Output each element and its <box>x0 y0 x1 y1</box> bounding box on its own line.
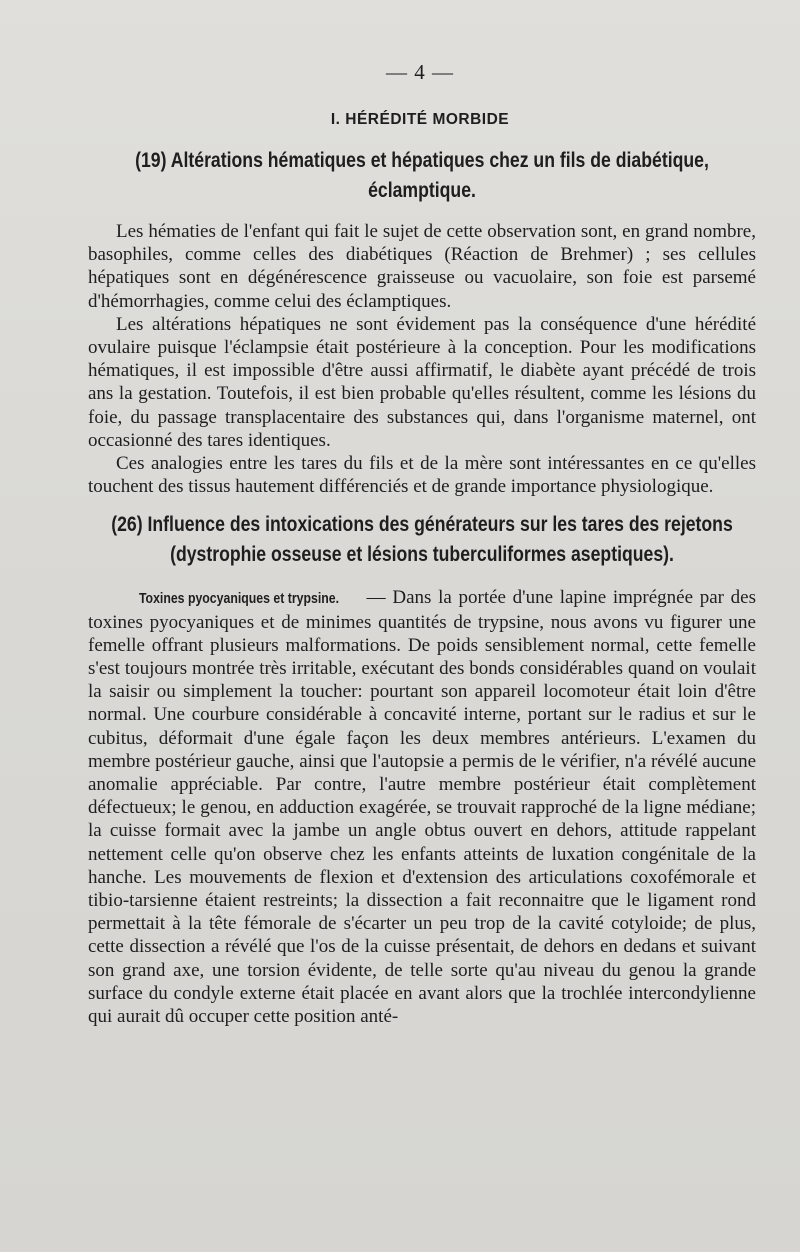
runin-heading: Toxines pyocyaniques et trypsine. <box>138 590 340 608</box>
page-body <box>88 146 756 1028</box>
chapter-title: I. HÉRÉDITÉ MORBIDE <box>330 111 510 128</box>
paragraph-toxines-text: — Dans la portée d'une lapine imprégnée par des toxines pyocyaniques et de minimes quantités de trypsine, nous avons vu figurer une femelle offrant plusieurs malformations. De poids sensiblement normal, cette femelle s'est toujours montrée très irritable, exécutant des bonds considérables quand on voulait la saisir ou simplement la toucher: pourtant son appareil locomoteur était loin d'être normal. Une courbure considérable à concavité interne, portant sur le radius et sur le cubitus, déformait d'une égale façon les deux membres antérieurs. L'examen du membre postérieur gauche, ainsi que l'autopsie a permis de le vérifier, n'a révélé aucune anomalie appréciable. Par contre, l'autre membre postérieur était complètement défectueux; le genou, en adduction exagérée, se trouvait rapproché de la ligne médiane; la cuisse formait avec la jambe un angle obtus ouvert en dehors, attitude rappelant nettement celle qu'on observe chez les enfants atteints de luxation congénitale de la hanche. Les mouvements de flexion et d'extension des articulations coxofémorale et tibio-tarsienne étaient restreints; la dissection a fait reconnaitre que le ligament rond permettait à la tête fémorale de s'écarter un peu trop de la cavité cotyloide; de plus, cette dissection a révélé que l'os de la cuisse présentait, de dehors en dedans et suivant son grand axe, une torsion évidente, de telle sorte qu'au niveau du genou la grande surface du condyle externe était placée en avant alors que la trochlée intercondylienne qui aurait dû occuper cette position anté- <box>88 587 756 1028</box>
section-heading-26: (26) Influence des intoxications des générateurs sur les tares des rejetons (dystrophie osseuse et lésions tuberculiformes aseptiques). <box>111 513 733 567</box>
section-heading-19: (19) Altérations hématiques et hépatiques chez un fils de diabétique, éclamptique. <box>135 149 709 202</box>
paragraph-toxines <box>88 586 756 1028</box>
paragraph-alterations: Les altérations hépatiques ne sont évidement pas la conséquence d'une hérédité ovulaire puisque l'éclampsie était postérieure à la conception. Pour les modifications hématiques, il est impossible d'être aussi affirmatif, le diabète ayant précédé de trois ans la gestation. Toutefois, il est bien probable qu'elles résultent, comme les lésions du foie, du passage transplacentaire des substances qui, dans l'organisme maternel, ont occasionné des tares identiques. <box>88 313 756 451</box>
page-number: — 4 — <box>386 60 454 84</box>
paragraph-hematies: Les hématies de l'enfant qui fait le sujet de cette observation sont, en grand nombre, basophiles, comme celles des diabétiques (Réaction de Brehmer) ; ses cellules hépatiques sont en dégénérescence graisseuse ou vacuolaire, son foie est parsemé d'hémorrhagies, comme celui des éclamptiques. <box>88 221 756 312</box>
paragraph-analogies: Ces analogies entre les tares du fils et de la mère sont intéressantes en ce qu'elles touchent des tissus hautement différenciés et de grande importance physiologique. <box>88 453 756 498</box>
